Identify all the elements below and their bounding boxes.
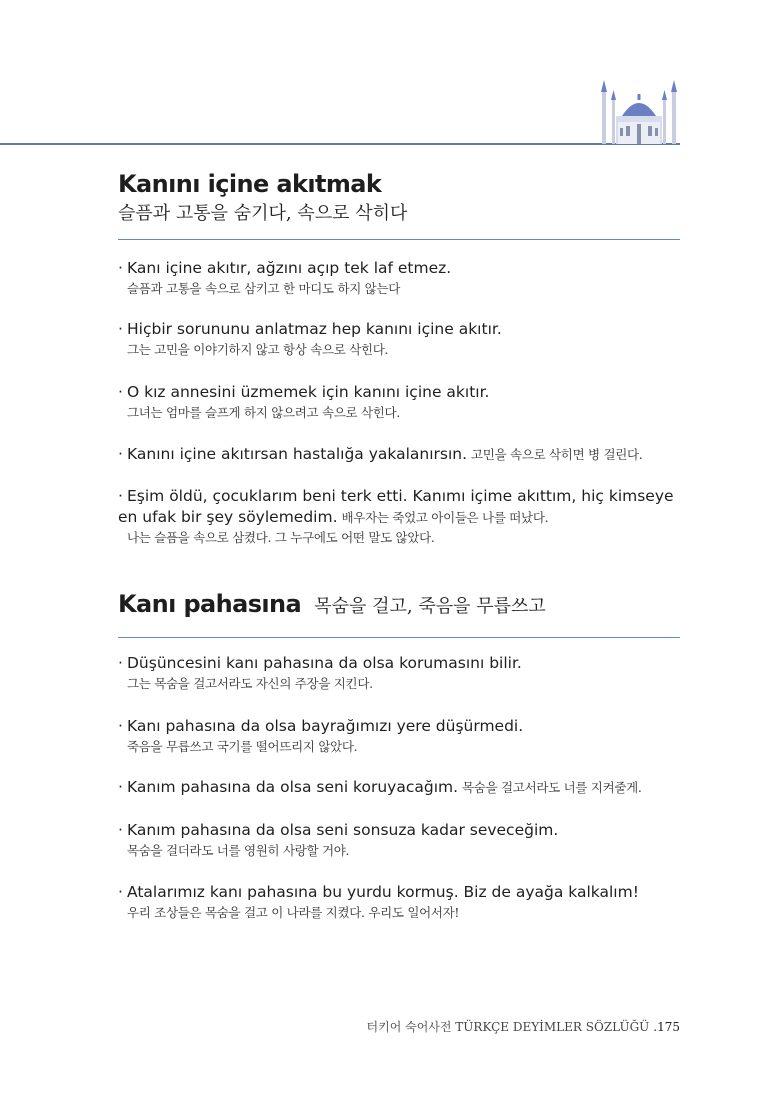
idiom-meaning: 슬픔과 고통을 숨기다, 속으로 삭히다	[118, 203, 408, 224]
example-item: · Hiçbir sorununu anlatmaz hep kanını içine akıtır. 그는 고민을 이야기하지 않고 항상 속으로 삭힌다.	[118, 319, 680, 359]
idiom-title: Kanını içine akıtmak	[118, 170, 382, 198]
example-korean: 나는 슬픔을 속으로 삼켰다. 그 누구에도 어떤 말도 않았다.	[127, 530, 435, 545]
example-korean: 우리 조상들은 목숨을 걸고 이 나라를 지켰다. 우리도 일어서자!	[127, 905, 460, 920]
example-korean: 목숨을 걸고서라도 너를 지켜줄게.	[462, 780, 642, 795]
idiom-header	[118, 170, 680, 225]
example-turkish: Hiçbir sorununu anlatmaz hep kanını içine akıtır.	[127, 320, 502, 338]
example-item: · Kanı içine akıtır, ağzını açıp tek laf etmez. 슬픔과 고통을 속으로 삼키고 한 마디도 하지 않는다	[118, 258, 680, 298]
page-footer	[367, 1018, 680, 1035]
idiom-entry	[118, 590, 680, 920]
example-turkish: Kanı içine akıtır, ağzını açıp tek laf etmez.	[127, 259, 452, 277]
example-item: · Düşüncesini kanı pahasına da olsa korumasını bilir. 그는 목숨을 걸고서라도 자신의 주장을 지킨다.	[118, 653, 680, 693]
example-turkish: Düşüncesini kanı pahasına da olsa korumasını bilir.	[127, 654, 522, 672]
example-item: · Kanını içine akıtırsan hastalığa yakalanırsın. 고민을 속으로 삭히면 병 걸린다.	[118, 445, 643, 463]
example-turkish: Kanı pahasına da olsa bayrağımızı yere düşürmedi.	[127, 717, 524, 735]
example-item: · Kanı pahasına da olsa bayrağımızı yere düşürmedi. 죽음을 무릅쓰고 국기를 떨어뜨리지 않았다.	[118, 716, 680, 756]
example-korean: 목숨을 걸더라도 너를 영원히 사랑할 거야.	[127, 843, 350, 858]
example-korean: 슬픔과 고통을 속으로 삼키고 한 마디도 하지 않는다	[127, 281, 400, 296]
example-turkish: Eşim öldü, çocuklarım beni terk etti. Kanımı içime akıttım, hiç kimseye	[127, 487, 674, 505]
example-item: · O kız annesini üzmemek için kanını içine akıtır. 그녀는 엄마를 슬프게 하지 않으려고 속으로 삭힌다.	[118, 382, 680, 422]
idiom-entry	[118, 170, 680, 545]
example-turkish: Kanını içine akıtırsan hastalığa yakalanırsın.	[127, 445, 468, 463]
example-item: · Kanım pahasına da olsa seni sonsuza kadar seveceğim. 목숨을 걸더라도 너를 영원히 사랑할 거야.	[118, 820, 680, 860]
idiom-title: Kanı pahasına	[118, 590, 302, 618]
example-turkish: O kız annesini üzmemek için kanını içine akıtır.	[127, 383, 490, 401]
idiom-meaning: 목숨을 걸고, 죽음을 무릅쓰고	[314, 596, 546, 617]
page-number: .175	[653, 1020, 680, 1034]
example-item: · Kanım pahasına da olsa seni koruyacağım. 목숨을 걸고서라도 너를 지켜줄게.	[118, 778, 642, 796]
idiom-header	[118, 590, 680, 618]
footer-title: 터키어 숙어사전 TÜRKÇE DEYİMLER SÖZLÜĞÜ	[366, 1020, 650, 1034]
mosque-icon	[598, 78, 680, 144]
example-korean: 고민을 속으로 삭히면 병 걸린다.	[471, 447, 643, 462]
header-rule	[0, 143, 680, 145]
example-turkish: Kanım pahasına da olsa seni koruyacağım.	[127, 778, 459, 796]
section-rule	[118, 239, 680, 240]
example-korean: 그는 고민을 이야기하지 않고 항상 속으로 삭힌다.	[127, 342, 389, 357]
example-korean: 죽음을 무릅쓰고 국기를 떨어뜨리지 않았다.	[127, 739, 358, 754]
example-item: · Atalarımız kanı pahasına bu yurdu kormuş. Biz de ayağa kalkalım! 우리 조상들은 목숨을 걸고 이 나라를 지켰다. 우리도 일어서자!	[118, 882, 680, 922]
example-turkish: Atalarımız kanı pahasına bu yurdu kormuş. Biz de ayağa kalkalım!	[127, 883, 639, 901]
example-turkish: en ufak bir şey söylemedim.	[118, 508, 338, 526]
example-turkish: Kanım pahasına da olsa seni sonsuza kadar seveceğim.	[127, 821, 559, 839]
example-korean: 그녀는 엄마를 슬프게 하지 않으려고 속으로 삭힌다.	[127, 405, 400, 420]
example-korean: 그는 목숨을 걸고서라도 자신의 주장을 지킨다.	[127, 676, 373, 691]
section-rule	[118, 637, 680, 638]
example-item: · Eşim öldü, çocuklarım beni terk etti. Kanımı içime akıttım, hiç kimseye en ufak bir şey söylemedim. 배우자는 죽었고 아이들은 나를 떠났다. 나는 슬픔을 속으로 삼켰다. 그 누구에도 어떤 말도 않았다.	[118, 486, 680, 547]
example-korean: 배우자는 죽었고 아이들은 나를 떠났다.	[341, 510, 549, 525]
